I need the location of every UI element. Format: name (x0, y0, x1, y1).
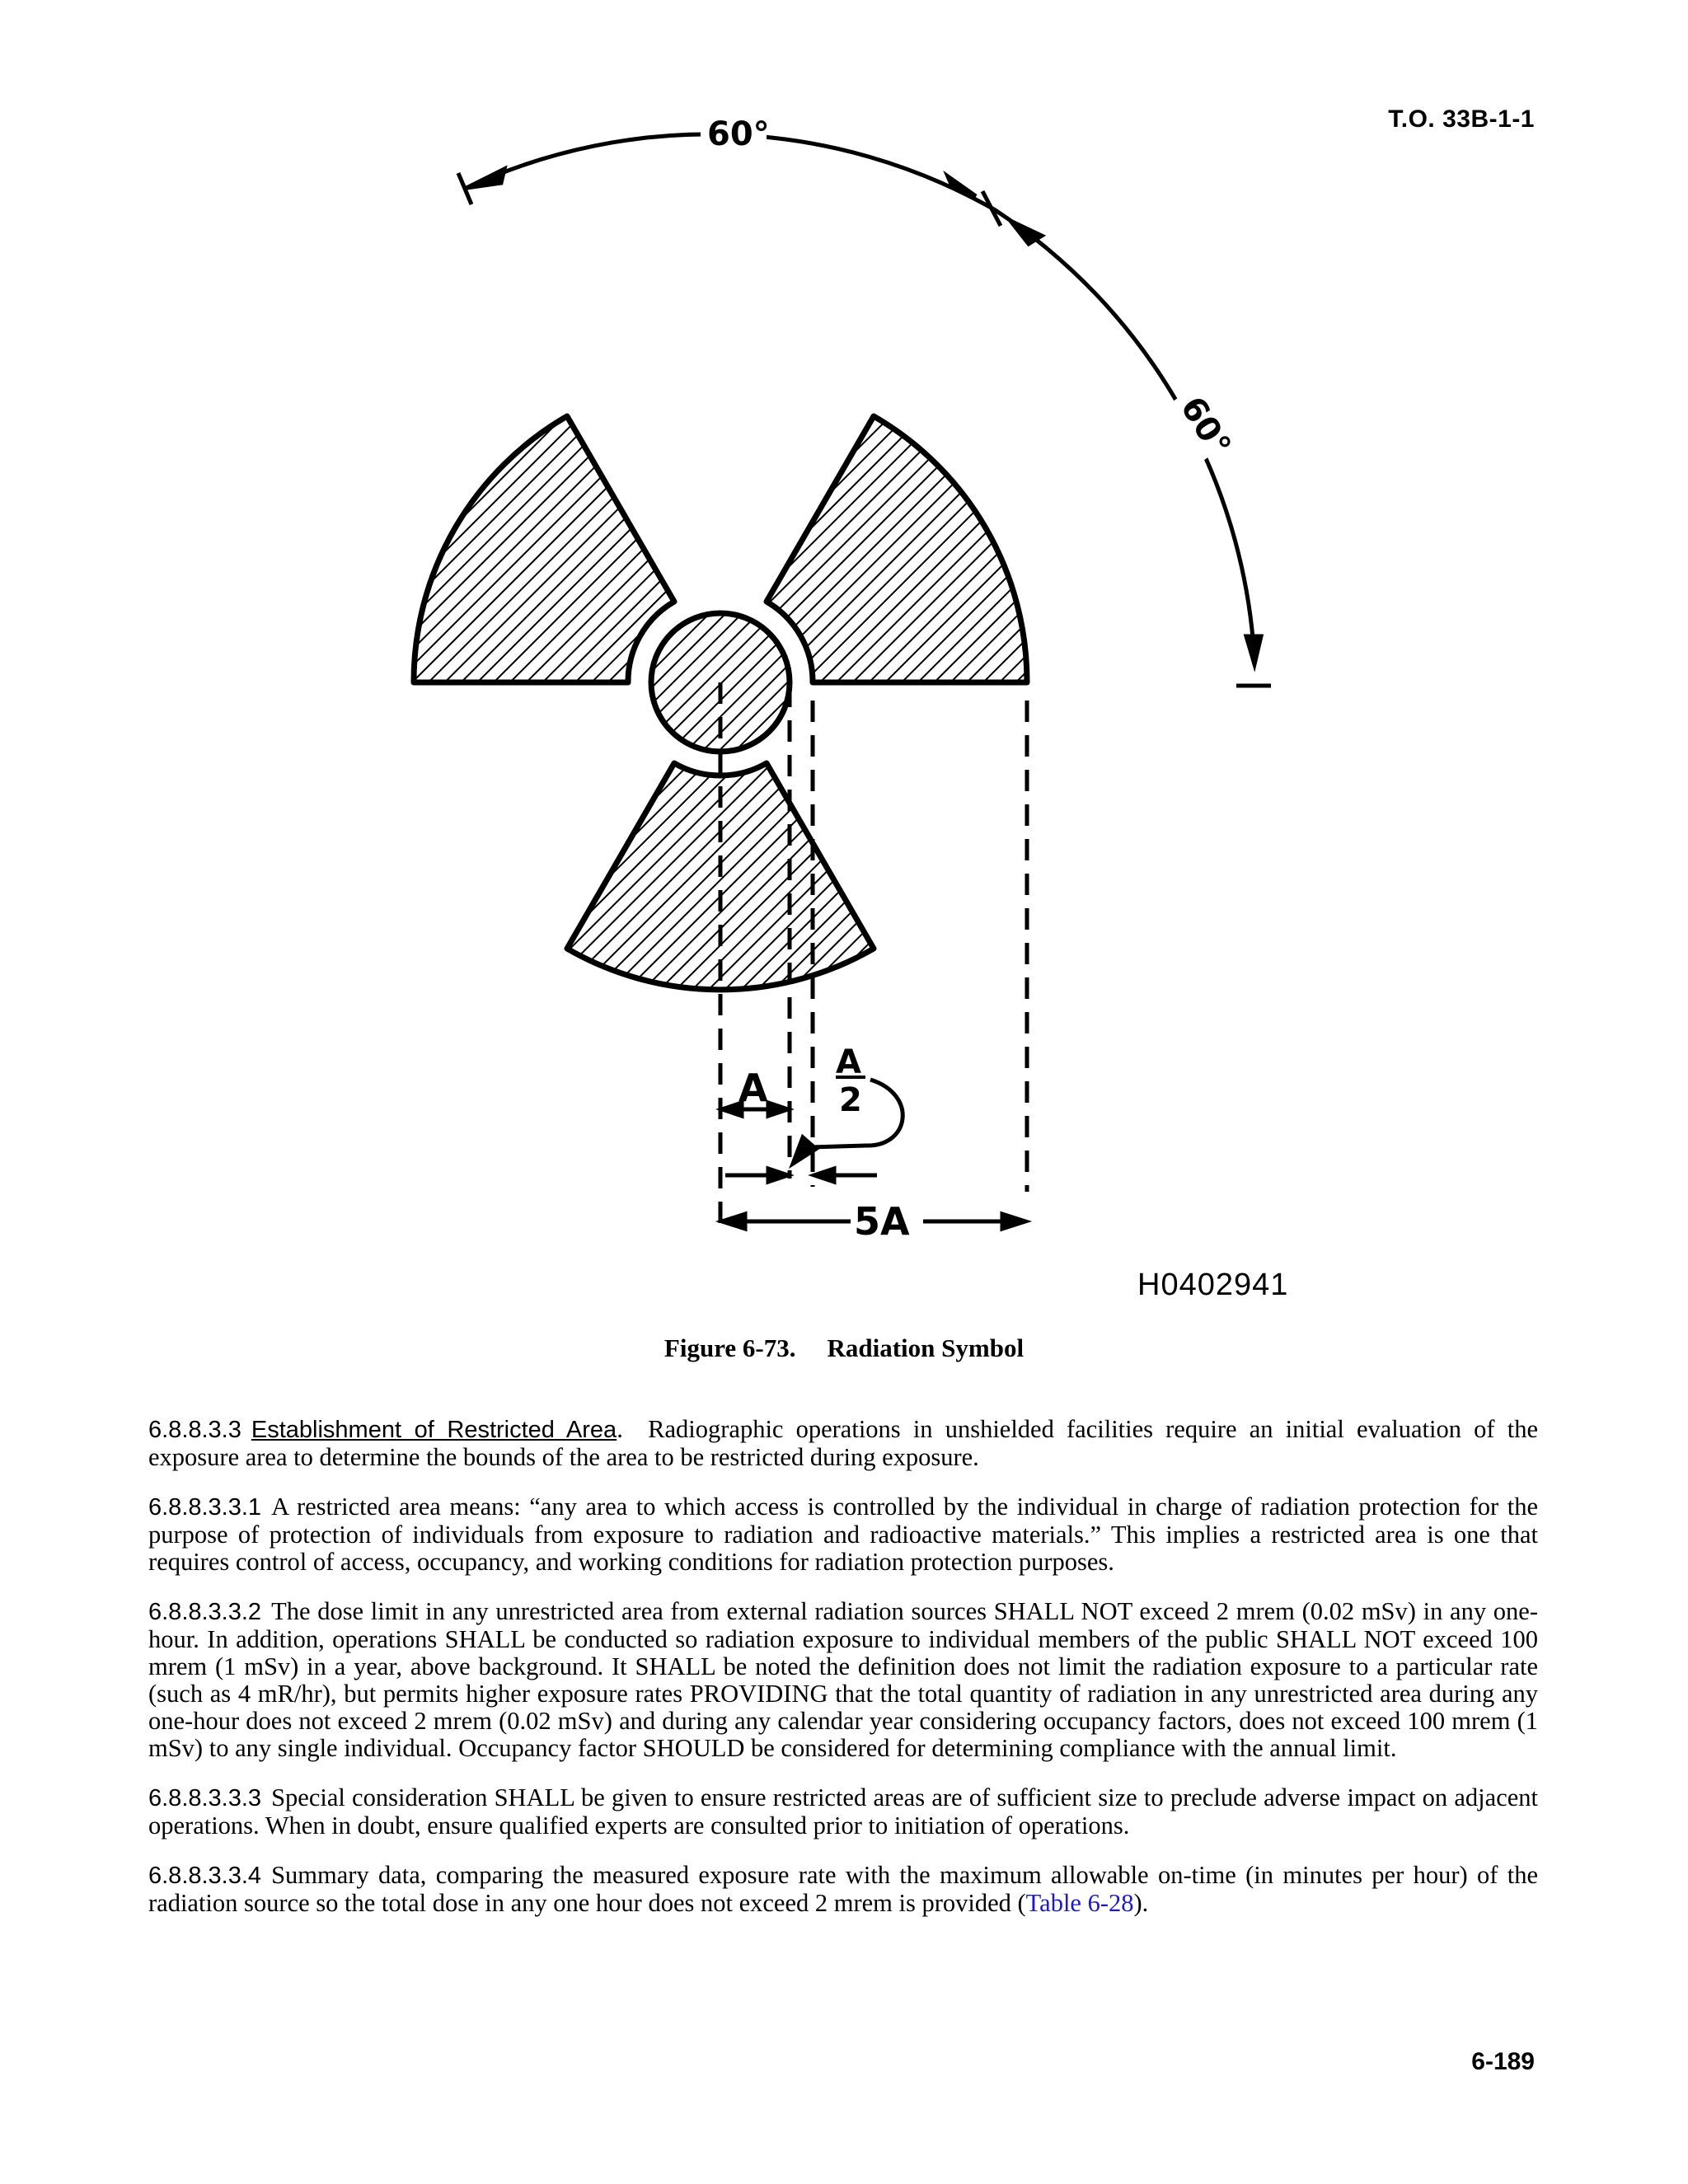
paragraph-number: 6.8.8.3.3 (148, 1417, 241, 1443)
figure-caption-title: Radiation Symbol (827, 1333, 1025, 1362)
figure-id: H0402941 (1137, 1268, 1289, 1302)
trefoil-blade-upper-left (414, 416, 674, 682)
dimension-label-half-a-denominator: 2 (839, 1081, 862, 1119)
paragraph-title: Establishment of Restricted Area (251, 1417, 617, 1443)
radiation-symbol-figure (396, 91, 1302, 1343)
paragraph-6-8-8-3-3 (148, 1416, 1538, 1471)
paragraph-text: The dose limit in any unrestricted area from external radiation sources SHALL NOT exceed 2 mrem (0.02 mSv) in any one-hour. In addition, operations SHALL be conducted so radiation exposure to individual members of the public SHALL NOT exceed 100 mrem (1 mSv) in a year, above background. It SHALL be noted the definition does not limit the radiation exposure to a particular rate (such as 4 mR/hr), but permits higher exposure rates PROVIDING that the total quantity of radiation in any unrestricted area during any one-hour does not exceed 2 mrem (0.02 mSv) and during any calendar year considering occupancy factors, does not exceed 100 mrem (1 mSv) to any single individual. Occupancy factor SHOULD be considered for determining compliance with the annual limit. (148, 1597, 1538, 1762)
dimension-label-a: A (738, 1066, 768, 1110)
paragraph-number: 6.8.8.3.3.4 (148, 1863, 262, 1889)
paragraph-6-8-8-3-3-3 (148, 1784, 1538, 1840)
paragraph-text: Radiographic operations in unshielded facilities require an initial evaluation of the exposure area to determine the bounds of the area to be restricted during exposure. (148, 1415, 1538, 1471)
paragraph-6-8-8-3-3-2 (148, 1598, 1538, 1762)
paragraph-text: A restricted area means: “any area to which access is controlled by the individual in charge of radiation protection for the purpose of protection of individuals from exposure to radiation and radioactive materials.” This implies a restricted area is one that requires control of access, occupancy, and working conditions for radiation protection purposes. (148, 1493, 1538, 1576)
paragraph-text: Special consideration SHALL be given to ensure restricted areas are of sufficient size to preclude adverse impact on adjacent operations. When in doubt, ensure qualified experts are consulted prior to initiation of operations. (148, 1783, 1538, 1840)
dimension-label-5a: 5A (854, 1199, 910, 1244)
paragraph-6-8-8-3-3-1 (148, 1493, 1538, 1576)
paragraph-title-suffix: . (617, 1415, 623, 1443)
table-6-28-link[interactable]: Table 6-28 (1025, 1889, 1134, 1917)
paragraph-number: 6.8.8.3.3.2 (148, 1599, 262, 1625)
paragraph-number: 6.8.8.3.3.1 (148, 1494, 262, 1521)
page-number: 6-189 (1471, 2048, 1535, 2075)
document-id-header: T.O. 33B-1-1 (1388, 105, 1535, 133)
paragraph-text-after-link: ). (1133, 1889, 1149, 1917)
paragraph-text: Summary data, comparing the measured exposure rate with the maximum allowable on-time (in minutes per hour) of the radiation source so the total dose in any one hour does not exceed 2 mrem is provided ( (148, 1861, 1538, 1917)
paragraph-6-8-8-3-3-4 (148, 1862, 1538, 1917)
figure-caption-number: Figure 6-73. (663, 1333, 796, 1362)
angle-label-top: 60° (707, 115, 770, 153)
body-text (148, 1416, 1538, 1939)
figure-caption (0, 1333, 1688, 1363)
trefoil-blade-upper-right (767, 416, 1027, 682)
dimension-label-half-a-numerator: A (836, 1043, 861, 1081)
angle-label-right: 60° (1172, 390, 1239, 463)
paragraph-number: 6.8.8.3.3.3 (148, 1785, 262, 1811)
